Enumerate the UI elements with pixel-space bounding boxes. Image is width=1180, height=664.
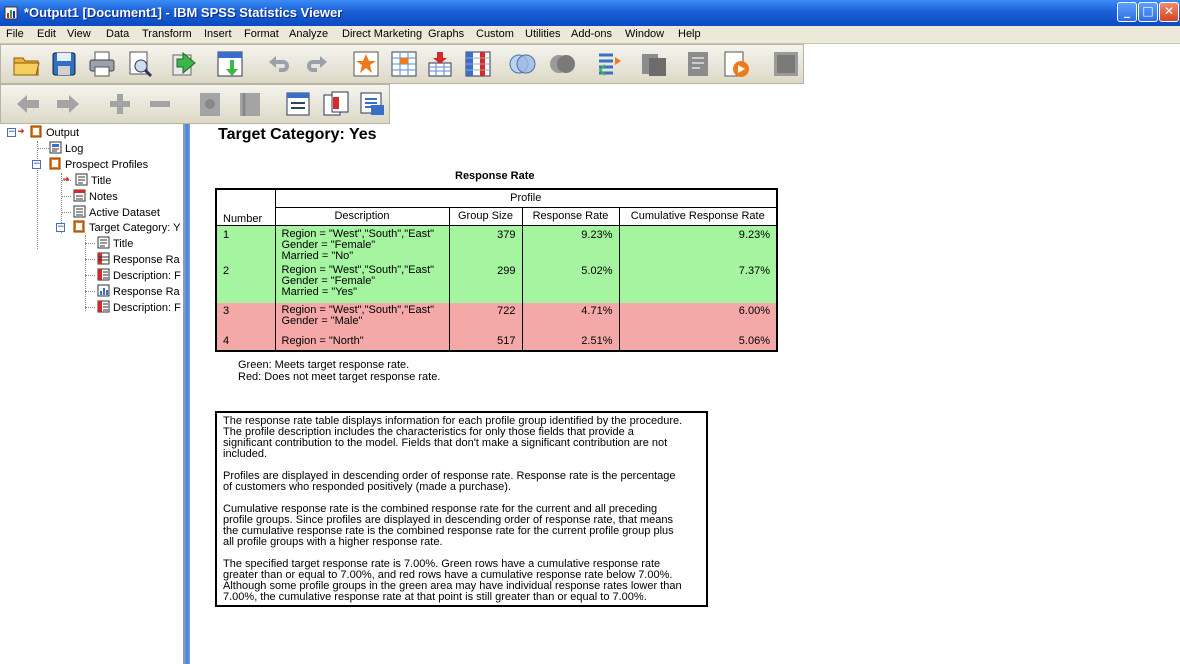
goto-data-icon[interactable] xyxy=(215,49,245,79)
show-all-icon[interactable] xyxy=(721,49,751,79)
col-header-description: Description xyxy=(275,207,449,225)
goto-variable-icon[interactable] xyxy=(389,49,419,79)
text-line: included. xyxy=(223,448,268,460)
outline-label: Log xyxy=(65,143,84,155)
menu-custom[interactable]: Custom xyxy=(476,28,514,40)
cell-cumulative: 7.37% xyxy=(619,265,777,303)
collapse-toggle[interactable]: − xyxy=(8,127,16,137)
outline-item-target-category[interactable] xyxy=(73,220,181,236)
outline-label: Response Ra xyxy=(113,254,180,266)
text-line: The response rate table displays information for each profile group identified by the procedure. xyxy=(223,415,683,427)
menu-data[interactable]: Data xyxy=(106,28,130,40)
outline-label: Notes xyxy=(89,191,118,203)
cell-number: 4 xyxy=(216,332,275,351)
menu-transform[interactable]: Transform xyxy=(142,28,192,40)
output-content-pane[interactable] xyxy=(190,124,1180,664)
text-line: 7.00%, the cumulative response rate at that point is still greater than or equal to 7.00%. xyxy=(223,591,647,603)
tree-line xyxy=(37,148,49,149)
table-row[interactable] xyxy=(216,303,777,332)
notes-icon xyxy=(73,189,86,202)
collapse-icon[interactable] xyxy=(145,89,175,119)
cell-group-size: 517 xyxy=(449,332,522,351)
goto-case-icon[interactable] xyxy=(351,49,381,79)
outline-label: Target Category: Y xyxy=(89,222,181,234)
text-output-icon xyxy=(97,300,110,313)
text-line: The specified target response rate is 7.00%. Green rows have a cumulative response rate xyxy=(223,558,661,570)
cell-description xyxy=(275,303,449,332)
outline-item-prospect-profiles[interactable] xyxy=(49,157,148,173)
weight-cases-icon[interactable] xyxy=(547,49,577,79)
legend-red: Red: Does not meet target response rate. xyxy=(238,371,441,383)
selection-arrow-icon xyxy=(63,173,72,186)
outline-label: Response Ra xyxy=(113,286,180,298)
cell-group-size: 722 xyxy=(449,303,522,332)
response-rate-table[interactable] xyxy=(215,188,778,352)
tree-line xyxy=(37,141,38,249)
table-row[interactable] xyxy=(216,332,777,351)
text-line: Profiles are displayed in descending order of response rate. Response rate is the percentage xyxy=(223,470,676,482)
cell-response-rate: 2.51% xyxy=(522,332,619,351)
hide-icon[interactable] xyxy=(235,89,265,119)
text-line: profile groups. Since profiles are displayed in descending order of response rate, that means xyxy=(223,514,674,526)
col-header-profile: Profile xyxy=(275,189,777,207)
output-book-icon xyxy=(30,125,43,138)
chart-icon xyxy=(97,284,110,297)
main-toolbar xyxy=(0,44,804,84)
undo-icon[interactable] xyxy=(263,49,293,79)
menu-edit[interactable]: Edit xyxy=(37,28,56,40)
outline-item-active-dataset[interactable] xyxy=(73,205,160,221)
dataset-icon xyxy=(73,205,86,218)
cell-number: 3 xyxy=(216,303,275,332)
text-line: all profile groups with a higher response rate. xyxy=(223,536,443,548)
cell-number: 1 xyxy=(216,225,275,265)
outline-label: Output xyxy=(46,127,80,139)
insert-title-icon[interactable] xyxy=(321,89,351,119)
insert-text-icon[interactable] xyxy=(357,89,387,119)
description-textbox[interactable] xyxy=(215,411,708,607)
print-icon[interactable] xyxy=(87,49,117,79)
text-output-icon xyxy=(97,268,110,281)
outline-item-output[interactable] xyxy=(18,125,79,141)
menu-view[interactable]: View xyxy=(67,28,91,40)
desc-line: Married = "Yes" xyxy=(281,286,358,298)
cell-description: Region = "North" xyxy=(275,332,449,351)
description-paragraph xyxy=(223,416,700,460)
col-header-group-size: Group Size xyxy=(449,207,522,225)
tree-line xyxy=(85,259,95,260)
insert-heading-icon[interactable] xyxy=(283,89,313,119)
description-paragraph xyxy=(223,559,700,603)
text-line: Cumulative response rate is the combined response rate for the current and all preceding xyxy=(223,503,658,515)
table-row[interactable] xyxy=(216,225,777,265)
col-header-cumulative: Cumulative Response Rate xyxy=(619,207,777,225)
cell-response-rate: 9.23% xyxy=(522,225,619,265)
expand-icon[interactable] xyxy=(105,89,135,119)
menu-insert[interactable]: Insert xyxy=(204,28,232,40)
desc-line: Gender = "Male" xyxy=(281,315,363,327)
outline-item-log[interactable] xyxy=(49,141,83,157)
col-header-number: Number xyxy=(216,189,275,225)
use-sets-icon[interactable] xyxy=(683,49,713,79)
maximize-button[interactable]: □ xyxy=(1138,2,1158,22)
desc-line: Region = "West","South","East" xyxy=(281,227,435,240)
cell-group-size: 379 xyxy=(449,225,522,265)
text-line: the cumulative response rate is the combined response rate for the current profile group plus xyxy=(223,525,674,537)
outline-label: Description: F xyxy=(113,270,181,282)
export-icon[interactable] xyxy=(169,49,199,79)
outline-item-notes[interactable] xyxy=(73,189,118,205)
window-title: *Output1 [Document1] - IBM SPSS Statistics Viewer xyxy=(24,5,343,20)
cell-cumulative: 5.06% xyxy=(619,332,777,351)
outline-item-response-rate-table[interactable] xyxy=(97,252,180,268)
tree-line xyxy=(85,243,95,244)
value-labels-icon[interactable] xyxy=(639,49,669,79)
outline-item-response-rate-chart[interactable] xyxy=(97,284,180,300)
menu-file[interactable]: File xyxy=(6,28,24,40)
split-file-icon[interactable] xyxy=(507,49,537,79)
collapse-toggle[interactable]: − xyxy=(57,222,65,232)
cell-description xyxy=(275,225,449,265)
close-button[interactable]: ✕ xyxy=(1159,2,1179,22)
tree-line xyxy=(85,275,95,276)
title-icon xyxy=(75,173,88,186)
outline-label: Title xyxy=(91,175,112,187)
log-icon xyxy=(49,141,62,154)
menu-direct-marketing[interactable]: Direct Marketing xyxy=(342,28,423,40)
outline-toolbar xyxy=(0,84,390,124)
open-icon[interactable] xyxy=(11,49,41,79)
desc-line: Gender = "Female" xyxy=(281,275,376,287)
insert-variable-icon[interactable] xyxy=(463,49,493,79)
outline-item-description-2[interactable] xyxy=(97,300,181,316)
window-titlebar[interactable] xyxy=(0,0,1180,26)
outline-label: Title xyxy=(113,238,134,250)
text-line: significant contribution to the model. Fields that don't make a significant contribution are not xyxy=(223,437,668,449)
minimize-button[interactable]: _ xyxy=(1117,2,1137,22)
menu-graphs[interactable]: Graphs xyxy=(428,28,465,40)
save-icon[interactable] xyxy=(49,49,79,79)
selection-arrow-icon xyxy=(18,125,27,138)
cell-description xyxy=(275,265,449,303)
select-cases-icon[interactable] xyxy=(595,49,625,79)
outline-item-description-1[interactable] xyxy=(97,268,181,284)
designate-window-icon[interactable] xyxy=(771,49,801,79)
redo-icon[interactable] xyxy=(303,49,333,79)
insert-cases-icon[interactable] xyxy=(425,49,455,79)
outline-label: Prospect Profiles xyxy=(65,159,149,171)
title-icon xyxy=(97,236,110,249)
tree-line xyxy=(61,212,71,213)
menu-format[interactable]: Format xyxy=(244,28,279,40)
book-icon xyxy=(49,157,62,170)
book-icon xyxy=(73,220,86,233)
menu-window[interactable]: Window xyxy=(625,28,665,40)
menu-add-ons[interactable]: Add-ons xyxy=(571,28,612,40)
text-line: of customers who responded positively (made a purchase). xyxy=(223,481,511,493)
spss-app-icon[interactable] xyxy=(4,5,20,21)
outline-label: Active Dataset xyxy=(89,207,160,219)
menu-analyze[interactable]: Analyze xyxy=(289,28,329,40)
cell-response-rate: 4.71% xyxy=(522,303,619,332)
menu-help[interactable]: Help xyxy=(678,28,701,40)
outline-item-title[interactable] xyxy=(63,173,111,189)
menu-bar xyxy=(0,26,1180,44)
cell-response-rate: 5.02% xyxy=(522,265,619,303)
tree-line xyxy=(61,196,71,197)
desc-line: Gender = "Female" xyxy=(281,238,376,251)
demote-icon[interactable] xyxy=(53,89,83,119)
description-paragraph xyxy=(223,471,700,493)
tree-line xyxy=(85,307,95,308)
print-preview-icon[interactable] xyxy=(125,49,155,79)
description-paragraph xyxy=(223,504,700,548)
pivot-table-icon xyxy=(97,252,110,265)
show-icon[interactable] xyxy=(195,89,225,119)
cell-number: 2 xyxy=(216,265,275,303)
text-line: Although some profile groups in the green area may have individual response rates lower than xyxy=(223,580,682,592)
desc-line: Region = "West","South","East" xyxy=(281,264,435,276)
text-line: The profile description includes the characteristics for only those fields that provide a xyxy=(223,426,634,438)
outline-pane[interactable] xyxy=(0,124,184,664)
cell-cumulative: 6.00% xyxy=(619,303,777,332)
collapse-toggle[interactable]: − xyxy=(33,159,41,169)
table-row[interactable] xyxy=(216,265,777,303)
outline-item-subtitle[interactable] xyxy=(97,236,133,252)
menu-utilities[interactable]: Utilities xyxy=(525,28,561,40)
table-title: Response Rate xyxy=(455,170,535,182)
legend-green: Green: Meets target response rate. xyxy=(238,359,410,371)
page-heading: Target Category: Yes xyxy=(218,126,377,143)
cell-cumulative: 9.23% xyxy=(619,225,777,265)
cell-group-size: 299 xyxy=(449,265,522,303)
tree-line xyxy=(85,291,95,292)
tree-line xyxy=(85,235,86,311)
col-header-response-rate: Response Rate xyxy=(522,207,619,225)
promote-icon[interactable] xyxy=(13,89,43,119)
outline-label: Description: F xyxy=(113,302,181,314)
desc-line: Region = "West","South","East" xyxy=(281,304,435,316)
desc-line: Married = "No" xyxy=(281,249,354,262)
text-line: greater than or equal to 7.00%, and red rows have a cumulative response rate below 7.00%. xyxy=(223,569,673,581)
